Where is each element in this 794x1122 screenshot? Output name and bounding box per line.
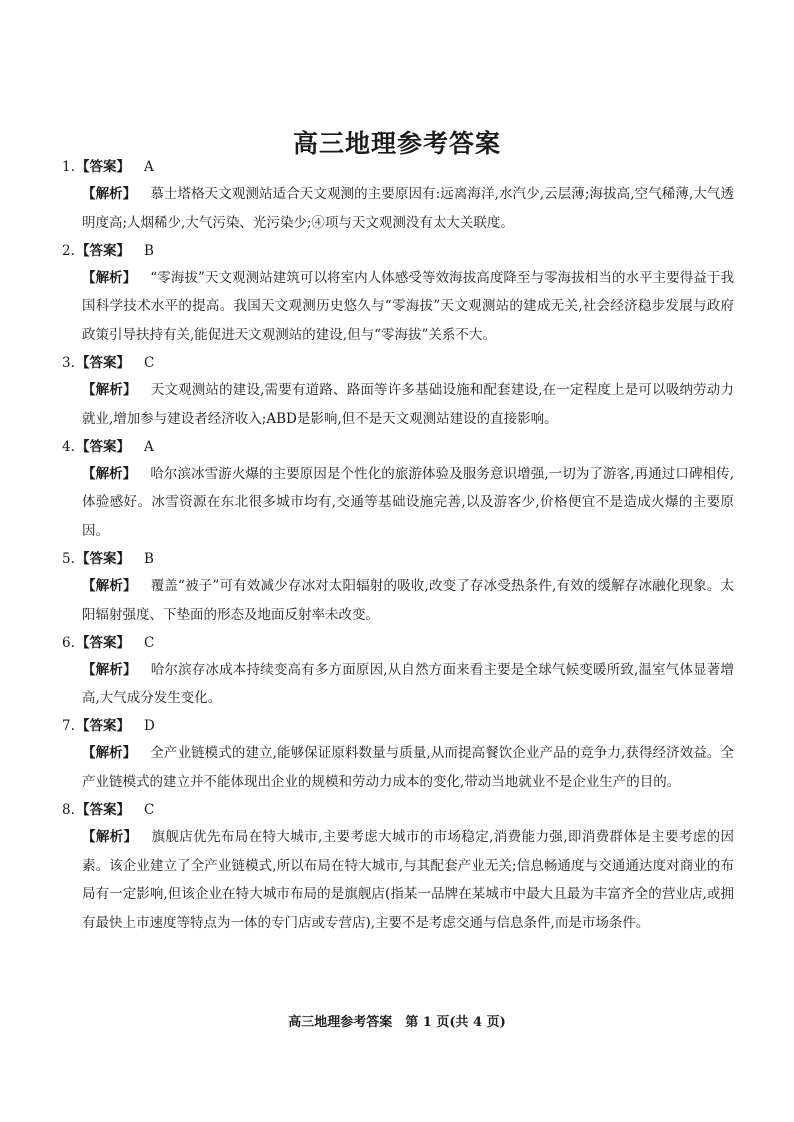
explanation-paragraph: [62, 656, 734, 714]
question-item: [62, 546, 734, 630]
question-number: 8.: [62, 801, 75, 818]
answer-value: C: [144, 634, 155, 651]
answer-tag: 【答案】: [76, 718, 130, 735]
explanation-tag: 【解析】: [82, 577, 137, 594]
answer-line: [62, 350, 734, 376]
explanation-tag: 【解析】: [82, 661, 137, 678]
answer-value: A: [144, 159, 154, 175]
answer-tag: 【答案】: [76, 159, 130, 175]
explanation-text: 哈尔滨存冰成本持续变高有多方面原因,从自然方面来看主要是全球气候变暖所致,温室气体显著增高,大气成分发生变化。: [82, 661, 734, 707]
answer-value: C: [144, 354, 155, 371]
answer-line: [62, 238, 734, 264]
answer-tag: 【答案】: [76, 634, 130, 651]
page-title: 高三地理参考答案: [292, 129, 501, 158]
question-number: 2.: [62, 242, 75, 259]
explanation-text: 哈尔滨冰雪游火爆的主要原因是个性化的旅游体验及服务意识增强,一切为了游客,再通过口碑相传,体验感好。冰雪资源在东北很多城市均有,交通等基础设施完善,以及游客少,价格便宜不是造成火爆的主要原因。: [82, 465, 734, 540]
question-item: [62, 630, 734, 714]
answer-line: [62, 546, 734, 572]
explanation-text: “零海拔”天文观测站建筑可以将室内人体感受等效海拔高度降至与零海拔相当的水平主要得益于我国科学技术水平的提高。我国天文观测历史悠久与“零海拔”天文观测站的建成无关,社会经济稳步发展与政府政策引导扶持有关,能促进天文观测站的建设,但与“零海拔”关系不大。: [82, 269, 734, 344]
answer-value: B: [144, 550, 154, 567]
answer-tag: 【答案】: [76, 242, 130, 259]
question-item: [62, 350, 734, 434]
explanation-paragraph: [62, 376, 734, 434]
question-item: [62, 797, 734, 938]
explanation-text: 天文观测站的建设,需要有道路、路面等许多基础设施和配套建设,在一定程度上是可以吸纳劳动力就业,增加参与建设者经济收入;ABD是影响,但不是天文观测站建设的直接影响。: [82, 381, 734, 427]
question-number: 3.: [62, 354, 75, 371]
explanation-paragraph: [62, 460, 734, 546]
explanation-tag: 【解析】: [82, 381, 137, 398]
answer-value: C: [144, 801, 155, 818]
explanation-text: 覆盖“被子”可有效减少存冰对太阳辐射的吸收,改变了存冰受热条件,有效的缓解存冰融化现象。太阳辐射强度、下垫面的形态及地面反射率未改变。: [82, 577, 735, 623]
explanation-paragraph: [62, 180, 734, 238]
answer-line: [62, 154, 734, 180]
question-number: 1.: [62, 159, 75, 175]
explanation-text: 旗舰店优先布局在特大城市,主要考虑大城市的市场稳定,消费能力强,即消费群体是主要考虑的因素。该企业建立了全产业链模式,所以布局在特大城市,与其配套产业无关;信息畅通度与交通通达度对商业的布局有一定影响,但该企业在特大城市布局的是旗舰店(指某一品牌在某城市中最大且最为丰富齐全的营业店,或拥有最快上市速度等特点为一体的专门店或专营店),主要不是考虑交通与信息条件,而是市场条件。: [82, 828, 734, 932]
page-footer: 高三地理参考答案 第 1 页(共 4 页): [288, 1015, 506, 1030]
answer-line: [62, 797, 734, 823]
explanation-text: 慕士塔格天文观测站适合天文观测的主要原因有:远离海洋,水汽少,云层薄;海拔高,空气稀薄,大气透明度高;人烟稀少,大气污染、光污染少;④项与天文观测没有太大关联度。: [82, 186, 734, 231]
answer-value: A: [144, 438, 154, 455]
question-item: [62, 238, 734, 350]
answer-value: B: [144, 242, 154, 259]
question-number: 5.: [62, 550, 75, 567]
answer-tag: 【答案】: [76, 801, 130, 818]
explanation-paragraph: [62, 739, 734, 797]
explanation-tag: 【解析】: [82, 828, 138, 845]
explanation-paragraph: [62, 264, 734, 350]
answer-line: [62, 713, 734, 739]
answer-value: D: [144, 718, 155, 735]
question-item: [62, 154, 734, 238]
question-item: [62, 434, 734, 546]
question-item: [62, 713, 734, 797]
explanation-tag: 【解析】: [82, 465, 137, 482]
question-number: 7.: [62, 718, 75, 735]
question-list: [62, 154, 734, 938]
explanation-tag: 【解析】: [82, 186, 137, 202]
explanation-tag: 【解析】: [82, 269, 137, 286]
question-number: 6.: [62, 634, 75, 651]
answer-tag: 【答案】: [76, 550, 130, 567]
explanation-text: 全产业链模式的建立,能够保证原料数量与质量,从而提高餐饮企业产品的竞争力,获得经济效益。全产业链模式的建立并不能体现出企业的规模和劳动力成本的变化,带动当地就业不是企业生产的目的。: [82, 745, 734, 790]
answer-tag: 【答案】: [76, 354, 130, 371]
explanation-paragraph: [62, 823, 734, 938]
answer-line: [62, 630, 734, 656]
answer-tag: 【答案】: [76, 438, 130, 455]
explanation-tag: 【解析】: [82, 745, 137, 762]
explanation-paragraph: [62, 572, 734, 630]
question-number: 4.: [62, 438, 75, 455]
answer-line: [62, 434, 734, 460]
